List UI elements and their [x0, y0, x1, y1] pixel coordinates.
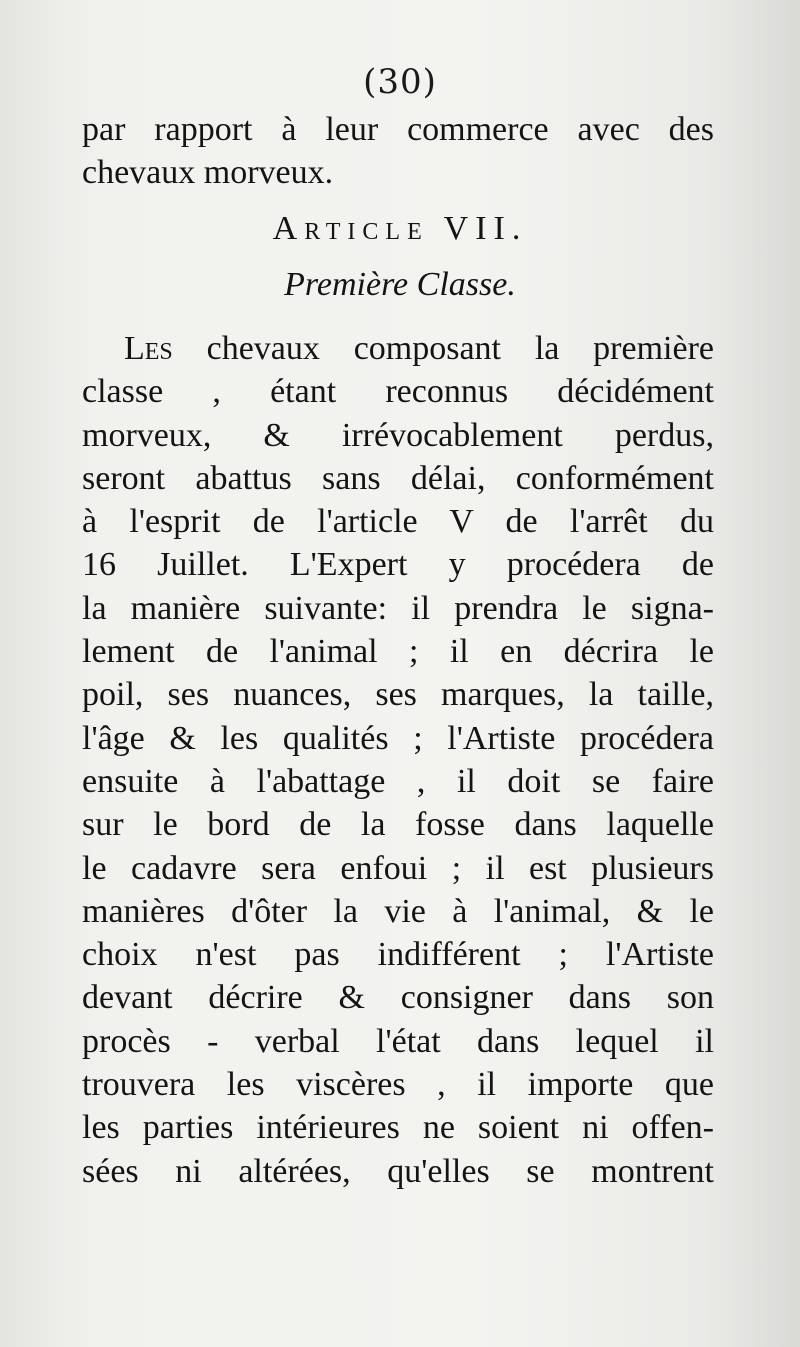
text-line: seront abattus sans délai, conformément	[82, 459, 714, 497]
text-line: morveux, & irrévocablement perdus,	[82, 416, 714, 454]
page-number: (30)	[363, 62, 437, 102]
text-line: ensuite à l'abattage , il doit se faire	[82, 762, 714, 800]
text-line: par rapport à leur commerce avec des	[82, 111, 714, 148]
text-line: lement de l'animal ; il en décrira le	[82, 633, 714, 671]
text-line: les parties intérieures ne soient ni offen-	[82, 1109, 714, 1147]
opening-text-block	[82, 108, 714, 195]
article-heading: Article VII.	[272, 210, 528, 247]
text-line: la manière suivante: il prendra le signa-	[82, 589, 714, 627]
paragraph-first-line	[82, 327, 714, 370]
text-line: choix n'est pas indifférent ; l'Artiste	[82, 936, 714, 974]
text-line: classe , étant reconnus décidément	[82, 373, 714, 411]
text-line: sées ni altérées, qu'elles se montrent	[82, 1152, 714, 1190]
text-line: poil, ses nuances, ses marques, la taille,	[82, 676, 714, 714]
text-line-rest: chevaux composant la première	[172, 330, 714, 367]
paragraph-first-word: Les	[124, 330, 173, 367]
text-line: l'âge & les qualités ; l'Artiste procédera	[82, 719, 714, 757]
text-line: trouvera les viscères , il importe que	[82, 1066, 714, 1104]
text-line: chevaux morveux.	[82, 154, 334, 192]
text-line: à l'esprit de l'article V de l'arrêt du	[82, 503, 714, 541]
text-line: sur le bord de la fosse dans laquelle	[82, 806, 714, 844]
text-line: 16 Juillet. L'Expert y procédera de	[82, 546, 714, 584]
text-line: procès - verbal l'état dans lequel il	[82, 1022, 714, 1060]
text-line: devant décrire & consigner dans son	[82, 979, 714, 1017]
section-heading: Première Classe.	[284, 266, 516, 303]
text-line: le cadavre sera enfoui ; il est plusieurs	[82, 849, 714, 887]
text-line: manières d'ôter la vie à l'animal, & le	[82, 892, 714, 930]
paragraph-block	[82, 327, 714, 1193]
